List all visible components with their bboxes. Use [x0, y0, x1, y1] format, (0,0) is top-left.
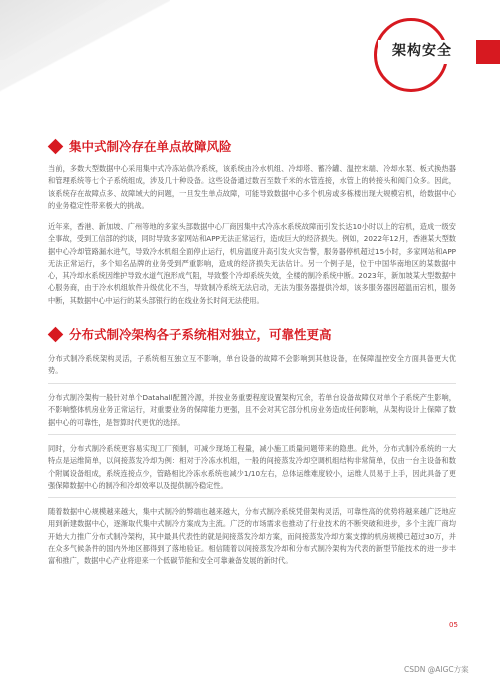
divider [48, 497, 456, 498]
body-paragraph: 分布式制冷架构一般针对单个Datahall配置冷源，并按业务重要程度设置架构冗余，若单台设备故障仅对单个子系统产生影响，不影响整体机房业务正常运行，对重要业务的保障能力更强，且不会对其它部分机房业务造成任何影响，从架构设计上保障了数据中心的可靠性，是智算时代更优的选择。 [48, 393, 456, 427]
section-title: 分布式制冷架构各子系统相对独立，可靠性更高 [69, 327, 332, 342]
section-title: 集中式制冷存在单点故障风险 [69, 139, 232, 154]
body-paragraph: 近年来，香港、新加坡、广州等地的多家头部数据中心厂商因集中式冷冻水系统故障而引发长达10小时以上的宕机，造成一级安全事故，受到工信部的约谈，同时导致多家网站和APP无法正常运行，造成巨大的经济损失。例如，2022年12月，香港某大型数据中心冷却管路漏水进气，导致冷水机组全面停止运行，机房温度升高引发火灾告警，服务器停机超过15小时，多家网站和APP无法正常运行，多个知名品牌的业务受到严重影响，造成的经济损失无法估计。另一个例子是，位于中国华南地区的某数据中心，其冷却水系统因维护导致水道气泡形成气阻，导致整个冷却系统失效，全楼的制冷系统中断。2023年，新加坡某大型数据中心服务商，由于冷水机组软件升级优化不当，导致制冷系统无法启动，无法为服务器提供冷却，该多服务器因超温而宕机，服务中断，其数据中心中运行的某头部银行的在线业务长时间无法使用。 [48, 222, 456, 305]
corner-decoration-inner [0, 0, 110, 60]
section-heading-2 [48, 325, 332, 343]
section-heading-1 [48, 137, 232, 155]
divider [48, 383, 456, 384]
section-tag: 架构安全 [392, 43, 452, 59]
section-tag-accent-bar [476, 40, 500, 64]
body-paragraph: 随着数据中心规模越来越大，集中式制冷的弊端也越来越大，分布式制冷系统凭借架构灵活，可靠性高的优势将越来越广泛地应用到新建数据中心，逐渐取代集中式制冷方案成为主流。广泛的市场需求也推动了行业技术的不断突破和进步，多个主流厂商均开始大力推广分布式制冷架构，其中最具代表性的就是间接蒸发冷却方案，而间接蒸发冷却方案支撑的机房规模已超过30万，并在众多气候条件的国内外地区都得到了落地验证。相信随着以间接蒸发冷却和分布式制冷架构为代表的新型节能技术的进一步丰富和推广，数据中心产业将迎来一个低碳节能和安全可靠兼备发展的新时代。 [48, 507, 456, 566]
body-paragraph: 当前，多数大型数据中心采用集中式冷冻站供冷系统，该系统由冷水机组、冷却塔、蓄冷罐、温控末端、冷却水泵、板式换热器和管理系统等七个子系统组成，涉及几十种设备。这些设备通过数百至数千米的水管连接，水管上的转接头和阀门众多。因此，该系统存在故障点多、故障域大的问题，一旦发生单点故障，可能导致数据中心多个机房或多栋楼出现大规模宕机，给数据中心的业务稳定性带来极大的挑战。 [48, 164, 456, 210]
diamond-bullet-icon [48, 138, 64, 154]
divider [48, 434, 456, 435]
watermark: CSDN @AIGC方案 [404, 665, 469, 674]
body-paragraph: 分布式制冷系统架构灵活，子系统相互独立互不影响，单台设备的故障不会影响到其他设备，在保障温控安全方面具备更大优势。 [48, 354, 456, 376]
diamond-bullet-icon [48, 326, 64, 342]
page-number: 05 [449, 621, 458, 629]
body-paragraph: 同时，分布式制冷系统更容易实现工厂预制，可减少现场工程量，减小施工质量问题带来的隐患。此外，分布式制冷系统的一大特点是运维简单，以间接蒸发冷却为例：相对于冷冻水机组，一般的间接蒸发冷却空调机组结构非常简单，仅由一台主设备和数个附属设备组成，系统连接点少，管路相比冷冻水系统也减少1/10左右，总体运维难度较小，运维人员易于上手，因此具备了更强保障数据中心的制冷和冷却效率以及提供制冷稳定性。 [48, 444, 456, 490]
